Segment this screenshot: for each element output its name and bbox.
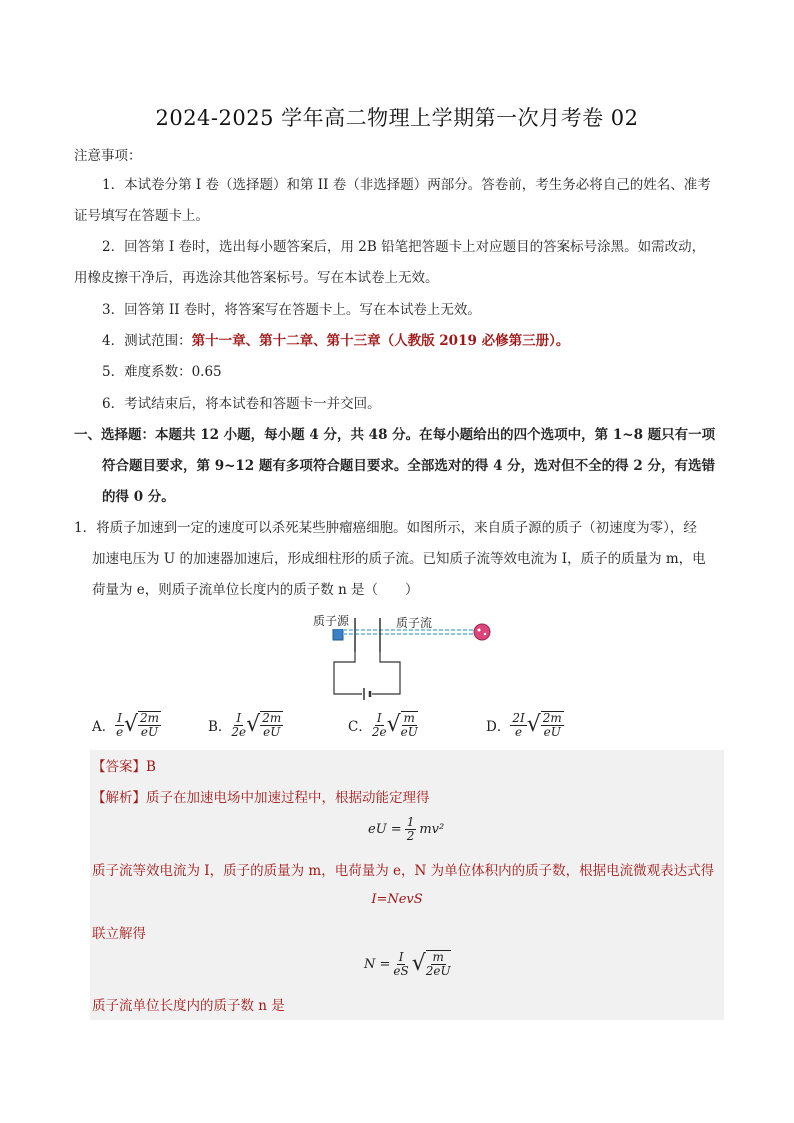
notice-item-6: 6．考试结束后，将本试卷和答题卡一并交回。 bbox=[102, 396, 381, 412]
notice-item-4 bbox=[102, 331, 569, 351]
scope-value: 第十一章、第十二章、第十三章（人教版 2019 必修第三册）。 bbox=[191, 333, 570, 349]
option-c[interactable]: C． $\frac{I}{2e}$ √ $\frac{m}{eU}$ bbox=[348, 710, 418, 739]
notice-item-1b: 证号填写在答题卡上。 bbox=[74, 208, 209, 224]
answer-label: 【答案】B bbox=[92, 759, 156, 775]
equation-n: N = $\frac{I}{eS}$ √ $\frac{m}{2eU}$ bbox=[364, 949, 451, 978]
notice-item-2b: 用橡皮擦干净后，再选涂其他答案标号。写在本试卷上无效。 bbox=[74, 270, 439, 286]
label-proton-stream: 质子流 bbox=[396, 616, 433, 630]
equation-energy: eU = $\frac{1}{2}$ mv² bbox=[368, 815, 445, 843]
notice-item-2a: 2．回答第 I 卷时，选出每小题答案后，用 2B 铅笔把答题卡上对应题目的答案标号涂黑。如需改动， bbox=[102, 239, 706, 255]
option-a[interactable]: A． $\frac{I}{e}$ √ $\frac{2m}{eU}$ bbox=[92, 710, 160, 739]
cancer-cell-icon bbox=[474, 624, 490, 640]
section1-line1: 一、选择题：本题共 12 小题，每小题 4 分，共 48 分。在每小题给出的四个选项中，第 1~8 题只有一项 bbox=[74, 427, 716, 443]
section1-line2: 符合题目要求，第 9~12 题有多项符合题目要求。全部选对的得 4 分，选对但不全的得 2 分，有选错 bbox=[102, 458, 715, 474]
scope-prefix: 4．测试范围： bbox=[102, 333, 192, 349]
notice-item-1a: 1．本试卷分第 I 卷（选择题）和第 II 卷（非选择题）两部分。答卷前，考生务必将自己的姓名、准考 bbox=[102, 177, 711, 193]
label-proton-source: 质子源 bbox=[313, 614, 350, 628]
analysis-line2: 质子流等效电流为 I，质子的质量为 m，电荷量为 e，N 为单位体积内的质子数，根据电流微观表达式得 bbox=[92, 863, 715, 879]
q1-line1: 1．将质子加速到一定的速度可以杀死某些肿瘤癌细胞。如图所示，来自质子源的质子（初速度为零），经 bbox=[74, 520, 697, 536]
analysis-line3: 联立解得 bbox=[92, 926, 146, 942]
option-b[interactable]: B． $\frac{I}{2e}$ √ $\frac{2m}{eU}$ bbox=[208, 710, 282, 739]
equation-current: I=NevS bbox=[371, 892, 423, 907]
notice-item-3: 3．回答第 II 卷时，将答案写在答题卡上。写在本试卷上无效。 bbox=[102, 302, 481, 318]
option-d[interactable]: D． $\frac{2I}{e}$ √ $\frac{2m}{eU}$ bbox=[486, 710, 562, 739]
notice-heading: 注意事项： bbox=[74, 148, 142, 164]
section1-line3: 的得 0 分。 bbox=[102, 489, 175, 505]
q1-line3: 荷量为 e，则质子流单位长度内的质子数 n 是（ ） bbox=[92, 582, 419, 598]
analysis-line1: 【解析】质子在加速电场中加速过程中，根据动能定理得 bbox=[92, 790, 430, 806]
q1-line2: 加速电压为 U 的加速器加速后，形成细柱形的质子流。已知质子流等效电流为 I，质子的质量为 m，电 bbox=[92, 551, 706, 567]
notice-item-5: 5．难度系数：0.65 bbox=[102, 364, 222, 380]
page-title: 2024-2025 学年高二物理上学期第一次月考卷 02 bbox=[155, 106, 639, 130]
analysis-line4: 质子流单位长度内的质子数 n 是 bbox=[92, 998, 285, 1014]
